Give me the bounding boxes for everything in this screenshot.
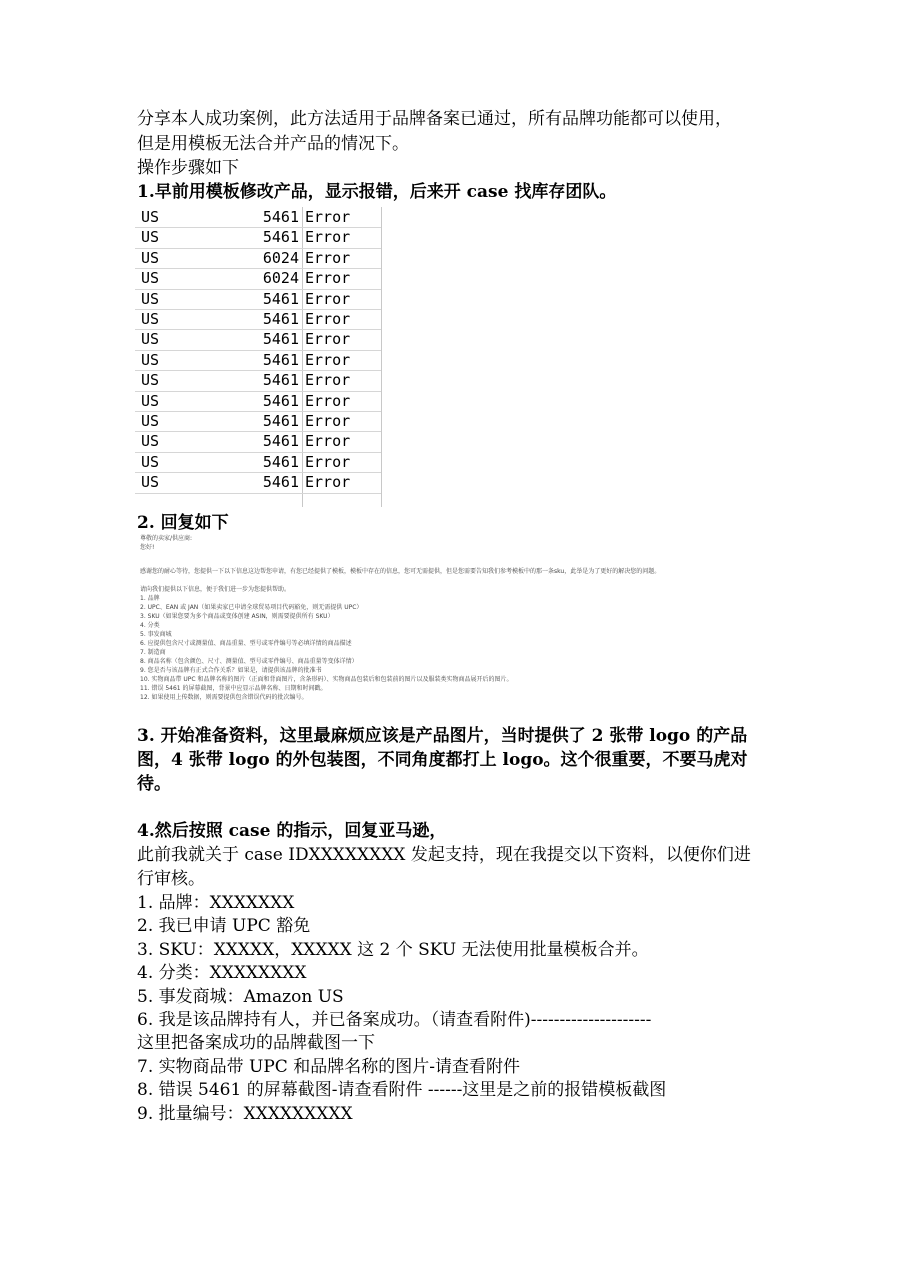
reply-screenshot — [137, 535, 817, 719]
reply-line: 4. 分类 — [140, 622, 160, 629]
region-cell: US — [141, 473, 160, 492]
reply-line: 1. 品牌 — [140, 595, 160, 602]
step-4-item: 7. 实物商品带 UPC 和品牌名称的图片-请查看附件 — [137, 1056, 520, 1077]
region-cell: US — [141, 228, 160, 247]
reply-line: 12. 如果使用上传数据，则需要提供包含错误代码的批次编号。 — [140, 694, 308, 701]
error-code-cell: 5461 — [262, 391, 299, 410]
reply-line: 2. UPC、EAN 或 JAN（如果卖家已申请全球贸易项目代码豁免，则无需提供 UPC） — [140, 604, 363, 611]
intro-line-3: 操作步骤如下 — [137, 158, 239, 178]
intro-line-1: 分享本人成功案例，此方法适用于品牌备案已通过，所有品牌功能都可以使用， — [137, 109, 732, 129]
reply-line: 9. 您是否与该品牌有正式合作关系？如果是，请提供该品牌的批准书 — [140, 667, 322, 674]
error-code-cell: 5461 — [262, 228, 299, 247]
step-4-item: 这里把备案成功的品牌截图一下 — [137, 1033, 375, 1054]
status-cell: Error — [305, 412, 351, 430]
status-cell: Error — [305, 228, 351, 247]
table-row — [135, 309, 381, 330]
table-row — [135, 329, 381, 350]
reply-line: 11. 错误 5461 的屏幕截图，背景中应显示品牌名称、日期和时间戳。 — [140, 685, 327, 692]
step-3-line-2: 图，4 张带 logo 的外包装图，不同角度都打上 logo。这个很重要，不要马虎对 — [137, 750, 748, 770]
table-row — [135, 227, 381, 248]
status-cell: Error — [305, 248, 351, 267]
status-cell: Error — [305, 473, 351, 492]
error-code-cell: 5461 — [262, 330, 299, 349]
error-code-cell: 5461 — [262, 432, 299, 451]
reply-line: 10. 实物商品带 UPC 和品牌名称的图片（正面和背面图片，含条形码）、实物商品包装后和包装前的图片以及服装类实物商品展开后的图片。 — [140, 676, 513, 683]
region-cell: US — [141, 452, 160, 471]
error-code-cell: 5461 — [262, 208, 299, 226]
reply-line: 6. 应提供包含尺寸或测量值、商品重量、型号或零件编号等必填详情的商品描述 — [140, 640, 352, 647]
region-cell: US — [141, 350, 160, 369]
error-code-cell: 5461 — [262, 412, 299, 430]
reply-line: 尊敬的卖家/供应商: — [140, 535, 193, 542]
error-table-screenshot — [135, 207, 383, 507]
region-cell: US — [141, 248, 160, 267]
intro-line-2: 但是用模板无法合并产品的情况下。 — [137, 134, 409, 154]
column-divider — [381, 207, 382, 507]
region-cell: US — [141, 391, 160, 410]
table-row — [135, 350, 381, 371]
step-4-item: 2. 我已申请 UPC 豁免 — [137, 916, 311, 937]
error-code-cell: 5461 — [262, 371, 299, 390]
step-4-item: 5. 事发商城：Amazon US — [137, 986, 344, 1007]
table-row — [135, 391, 381, 412]
step-4-title: 4.然后按照 case 的指示，回复亚马逊， — [137, 821, 447, 841]
status-cell: Error — [305, 330, 351, 349]
table-row — [135, 472, 381, 493]
status-cell: Error — [305, 371, 351, 390]
table-row — [135, 207, 381, 228]
error-code-cell: 5461 — [262, 350, 299, 369]
table-row — [135, 431, 381, 452]
reply-line: 您好! — [140, 544, 155, 551]
region-cell: US — [141, 208, 160, 226]
region-cell: US — [141, 330, 160, 349]
error-code-cell: 5461 — [262, 473, 299, 492]
error-code-cell: 5461 — [262, 452, 299, 471]
reply-line: 8. 商品名称（包含颜色、尺寸、测量值、型号或零件编号、商品重量等变体详情） — [140, 658, 358, 665]
step-4-item: 4. 分类：XXXXXXXX — [137, 963, 307, 984]
table-row — [135, 411, 381, 432]
step-4-line-2: 行审核。 — [137, 869, 205, 889]
region-cell: US — [141, 269, 160, 288]
step-2-title: 2. 回复如下 — [137, 513, 229, 533]
step-3-line-3: 待。 — [137, 774, 171, 794]
error-code-cell: 5461 — [262, 310, 299, 328]
table-row — [135, 289, 381, 310]
status-cell: Error — [305, 310, 351, 328]
step-3-line-1: 3. 开始准备资料，这里最麻烦应该是产品图片，当时提供了 2 张带 logo 的产品 — [137, 726, 748, 746]
reply-line: 3. SKU（如果您要为多个商品或变体创建 ASIN，则需要提供所有 SKU） — [140, 613, 334, 620]
error-code-cell: 6024 — [262, 248, 299, 267]
reply-line: 5. 事发商城 — [140, 631, 172, 638]
step-4-item: 3. SKU：XXXXX，XXXXX 这 2 个 SKU 无法使用批量模板合并。 — [137, 939, 649, 960]
table-row — [135, 452, 381, 473]
region-cell: US — [141, 432, 160, 451]
error-code-cell: 6024 — [262, 269, 299, 288]
region-cell: US — [141, 310, 160, 328]
table-row — [135, 268, 381, 289]
table-row — [135, 248, 381, 269]
status-cell: Error — [305, 208, 351, 226]
reply-line: 请向我们提供以下信息，便于我们进一步为您提供帮助。 — [140, 586, 291, 593]
region-cell: US — [141, 289, 160, 308]
region-cell: US — [141, 371, 160, 390]
step-4-item: 1. 品牌：XXXXXXX — [137, 893, 295, 913]
status-cell: Error — [305, 289, 351, 308]
status-cell: Error — [305, 350, 351, 369]
step-4-item: 6. 我是该品牌持有人，并已备案成功。（请查看附件)--------------------- — [137, 1010, 652, 1030]
table-row — [135, 370, 381, 391]
step-4-item: 9. 批量编号：XXXXXXXXX — [137, 1103, 353, 1124]
error-code-cell: 5461 — [262, 289, 299, 308]
step-1-title: 1.早前用模板修改产品，显示报错，后来开 case 找库存团队。 — [137, 182, 617, 202]
reply-line: 7. 制造商 — [140, 649, 166, 656]
step-4-line-1: 此前我就关于 case IDXXXXXXXX 发起支持，现在我提交以下资料，以便你们进 — [137, 845, 751, 865]
region-cell: US — [141, 412, 160, 430]
status-cell: Error — [305, 452, 351, 471]
step-4-item: 8. 错误 5461 的屏幕截图-请查看附件 ------这里是之前的报错模板截图 — [137, 1080, 667, 1101]
status-cell: Error — [305, 432, 351, 451]
status-cell: Error — [305, 391, 351, 410]
reply-line: 感谢您的耐心等待，您提供一下以下信息这边帮您申请，有您已经提供了模板，模板中存在的信息，您可无需提供，但是您需要告知我们参考模板中的那一条sku，此举是为了更好的解决您的问题。 — [140, 568, 661, 575]
status-cell: Error — [305, 269, 351, 288]
